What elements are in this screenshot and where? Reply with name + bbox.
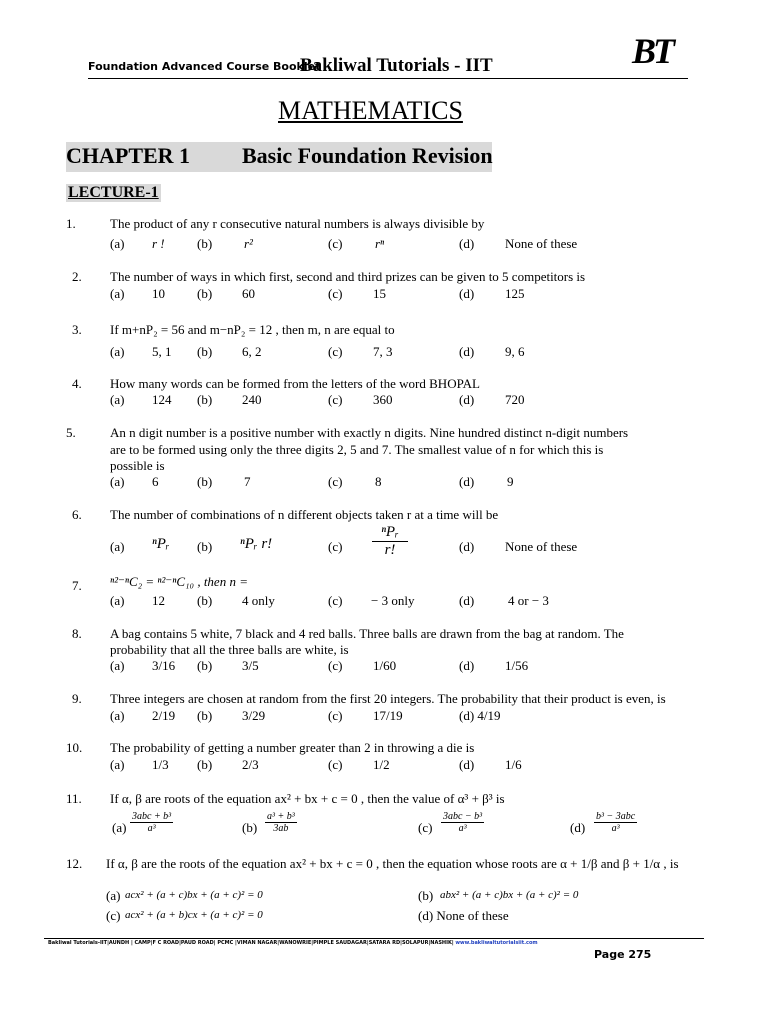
option-c: 15 [373, 286, 386, 301]
fraction-numerator: 3abc + b³ [132, 811, 172, 822]
question-text: An n digit number is a positive number with exactly n digits. Nine hundred distinct n-digit numbers [110, 425, 629, 440]
question-number: 2. [72, 269, 82, 284]
option-b-label: (b) [197, 236, 213, 251]
question-text: ⁿ²⁻ⁿC₂ = ⁿ²⁻ⁿC₁₀ , then n = [110, 574, 248, 589]
question-text: If α, β are roots of the equation ax² + bx + c = 0 , then the value of α³ + β³ is [110, 791, 505, 806]
option-b-label: (b) [197, 593, 213, 608]
option-a: r ! [152, 236, 165, 251]
lecture-heading: LECTURE-1 [68, 184, 159, 201]
option-c-label: (c) [328, 474, 343, 489]
option-d-label: (d) [459, 236, 475, 251]
question-text: How many words can be formed from the letters of the word BHOPAL [110, 376, 480, 391]
option-b-label: (b) [197, 474, 213, 489]
option-b-label: (b) [197, 286, 213, 301]
option-c: 8 [375, 474, 382, 489]
option-c: 7, 3 [373, 344, 393, 359]
option-d-label: (d) [459, 593, 475, 608]
option-d-label: (d) [459, 474, 475, 489]
option-c-label: (c) [328, 236, 343, 251]
subject-title: MATHEMATICS [278, 96, 463, 125]
option-a-label: (a) [112, 820, 127, 835]
option-d: None of these [505, 539, 578, 554]
option-c-label: (c) [418, 820, 433, 835]
fraction-denominator: 3ab [273, 823, 289, 834]
option-d [594, 811, 637, 834]
question-text: If m+nP₂ = 56 and m−nP₂ = 12 , then m, n are equal to [110, 322, 395, 337]
option-b: 6, 2 [242, 344, 262, 359]
option-b: 3/29 [242, 708, 266, 723]
fraction-numerator: ⁿPᵣ [372, 524, 408, 542]
option-c-label: (c) [328, 344, 343, 359]
fraction-numerator: 3abc − b³ [443, 811, 483, 822]
option-b: 3/5 [242, 658, 259, 673]
question-text: Three integers are chosen at random from the first 20 integers. The probability that their product is even, is [110, 691, 666, 706]
page-number: Page 275 [594, 948, 652, 961]
option-d: 1/56 [505, 658, 529, 673]
option-a: 2/19 [152, 708, 176, 723]
option-d-label: (d) [459, 392, 475, 407]
question-text: probability that all the three balls are white, is [110, 642, 349, 657]
option-c: 1/2 [373, 757, 390, 772]
option-c [372, 524, 408, 559]
option-d: (d) 4/19 [459, 708, 501, 723]
question-number: 8. [72, 626, 82, 641]
option-a-label: (a) [110, 474, 125, 489]
option-b: 60 [242, 286, 255, 301]
option-c: − 3 only [371, 593, 415, 608]
chapter-title: Basic Foundation Revision [242, 143, 493, 168]
fraction-denominator: a³ [147, 823, 156, 834]
option-b-label: (b) [197, 757, 213, 772]
option-d-label: (d) [459, 658, 475, 673]
fraction-numerator: a³ + b³ [267, 811, 295, 822]
option-a-label: (a) [110, 708, 125, 723]
option-b-label: (b) [242, 820, 258, 835]
option-d-label: (d) [459, 539, 475, 554]
question-number: 7. [72, 578, 82, 593]
footer-divider [44, 938, 704, 939]
option-c: acx² + (a + b)cx + (a + c)² = 0 [125, 909, 263, 921]
option-c-label: (c) [328, 708, 343, 723]
option-a: ⁿPᵣ [152, 536, 170, 552]
question-text: A bag contains 5 white, 7 black and 4 red balls. Three balls are drawn from the bag at random. The [110, 626, 624, 641]
footer-branches-text: Bakliwal Tutorials-IIT|AUNDH | CAMP|F C ROAD|PAUD ROAD| PCMC |VIMAN NAGAR|WANOWRIE|PIMPLE SAUDAGAR|SATARA RD|SOLAPUR|NASHIK| [48, 940, 454, 946]
option-c: 1/60 [373, 658, 397, 673]
option-a-label: (a) [110, 286, 125, 301]
option-a: acx² + (a + c)bx + (a + c)² = 0 [125, 889, 263, 901]
option-d-label: (d) [459, 344, 475, 359]
option-d: 125 [505, 286, 525, 301]
option-d: 9, 6 [505, 344, 525, 359]
fraction-numerator: b³ − 3abc [596, 811, 636, 822]
option-c: 17/19 [373, 708, 403, 723]
option-b: abx² + (a + c)bx + (a + c)² = 0 [440, 889, 579, 901]
option-d: 4 or − 3 [508, 593, 549, 608]
option-b [265, 811, 297, 834]
option-d-label: (d) [570, 820, 586, 835]
option-b-label: (b) [418, 888, 434, 903]
option-a [130, 811, 173, 834]
footer-branches [48, 940, 538, 946]
question-number: 10. [66, 740, 83, 755]
option-b: 240 [242, 392, 262, 407]
option-b: r² [244, 236, 253, 251]
header-divider [88, 78, 688, 79]
question-text: The probability of getting a number greater than 2 in throwing a die is [110, 740, 475, 755]
fraction-denominator: r! [384, 542, 396, 558]
option-b: 2/3 [242, 757, 259, 772]
question-text: If α, β are the roots of the equation ax² + bx + c = 0 , then the equation whose roots are α + 1/β and β + 1/α , is [106, 856, 679, 871]
option-c: 360 [373, 392, 393, 407]
option-d-label: (d) [459, 757, 475, 772]
option-a-label: (a) [110, 392, 125, 407]
footer-website-link[interactable]: www.bakliwaltutorialsiit.com [455, 940, 538, 946]
option-d: 720 [505, 392, 525, 407]
option-b: 4 only [242, 593, 275, 608]
option-c [441, 811, 484, 834]
question-text: possible is [110, 458, 165, 473]
question-number: 4. [72, 376, 82, 391]
option-d: 9 [507, 474, 514, 489]
question-number: 9. [72, 691, 82, 706]
question-number: 6. [72, 507, 82, 522]
option-b: ⁿPᵣ r! [240, 536, 273, 552]
option-c: rⁿ [375, 236, 385, 251]
booklet-title: Foundation Advanced Course Booklet [88, 60, 321, 73]
option-a-label: (a) [110, 539, 125, 554]
option-c-label: (c) [328, 757, 343, 772]
question-text: The number of combinations of n different objects taken r at a time will be [110, 507, 499, 522]
option-b-label: (b) [197, 539, 213, 554]
option-a: 5, 1 [152, 344, 172, 359]
question-number: 11. [66, 791, 82, 806]
option-d: 1/6 [505, 757, 522, 772]
option-c-label: (c) [106, 908, 121, 923]
fraction-denominator: a³ [611, 823, 620, 834]
question-number: 3. [72, 322, 82, 337]
option-a-label: (a) [110, 593, 125, 608]
option-c-label: (c) [328, 658, 343, 673]
option-a-label: (a) [110, 344, 125, 359]
option-d: (d) None of these [418, 908, 509, 923]
question-number: 1. [66, 216, 76, 231]
option-a-label: (a) [110, 236, 125, 251]
option-a: 12 [152, 593, 165, 608]
option-a: 124 [152, 392, 172, 407]
option-b: 7 [244, 474, 251, 489]
option-b-label: (b) [197, 344, 213, 359]
institute-name: Bakliwal Tutorials - IIT [300, 55, 493, 76]
option-b-label: (b) [197, 392, 213, 407]
option-a-label: (a) [106, 888, 121, 903]
question-text: The product of any r consecutive natural numbers is always divisible by [110, 216, 485, 231]
option-a: 3/16 [152, 658, 176, 673]
option-a-label: (a) [110, 658, 125, 673]
institute-logo: BT [632, 31, 673, 71]
question-number: 12. [66, 856, 83, 871]
option-a-label: (a) [110, 757, 125, 772]
option-c-label: (c) [328, 593, 343, 608]
option-d: None of these [505, 236, 578, 251]
question-text: are to be formed using only the three digits 2, 5 and 7. The smallest value of n for which this is [110, 442, 604, 457]
option-c-label: (c) [328, 286, 343, 301]
option-b-label: (b) [197, 708, 213, 723]
option-d-label: (d) [459, 286, 475, 301]
chapter-number: CHAPTER 1 [66, 143, 191, 168]
fraction-denominator: a³ [458, 823, 467, 834]
option-b-label: (b) [197, 658, 213, 673]
option-a: 1/3 [152, 757, 169, 772]
option-a: 6 [152, 474, 159, 489]
option-c-label: (c) [328, 539, 343, 554]
option-a: 10 [152, 286, 165, 301]
option-c-label: (c) [328, 392, 343, 407]
question-text: The number of ways in which first, second and third prizes can be given to 5 competitors is [110, 269, 586, 284]
question-number: 5. [66, 425, 76, 440]
